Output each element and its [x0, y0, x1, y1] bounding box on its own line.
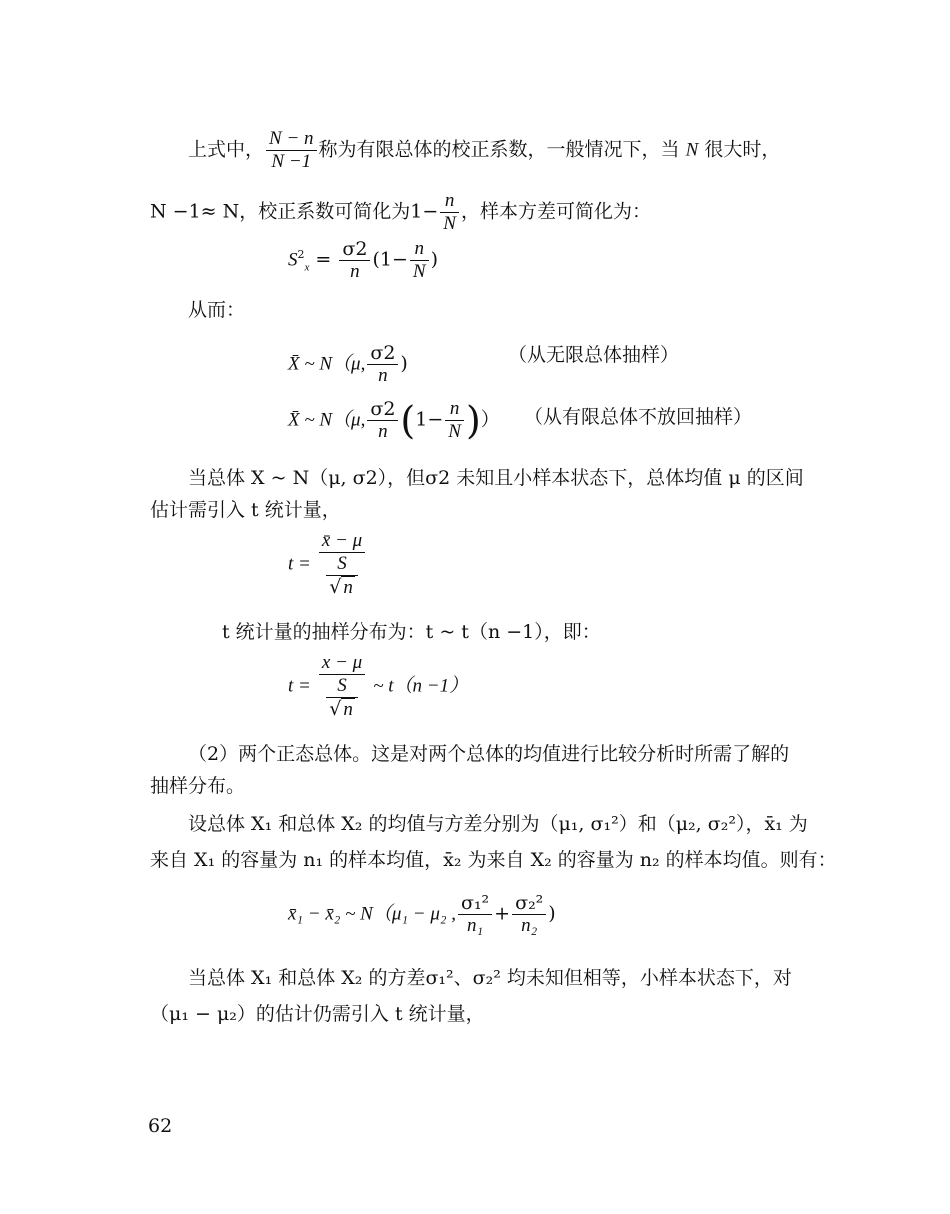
sigma-numerator: σ2 — [339, 238, 370, 261]
dist2-close: ） — [480, 408, 500, 431]
sqrt-n2: √ n — [329, 698, 353, 720]
dist1-numerator: σ2 — [367, 342, 398, 365]
s-symbol: S — [288, 249, 298, 271]
t-numerator: x̄ − μ — [319, 530, 365, 553]
para6-line1: 当总体 X₁ 和总体 X₂ 的方差σ₁²、σ₂² 均未知但相等，小样本状态下，对 — [188, 967, 792, 989]
diff-f2-num: σ₂² — [512, 892, 546, 915]
diff-f2-den: n₂ — [521, 915, 538, 936]
correction-denominator: N −1 — [271, 151, 312, 172]
t-lhs: t = — [288, 553, 311, 575]
correction-numerator: N − n — [266, 128, 317, 151]
para3-line2: 估计需引入 t 统计量， — [150, 499, 341, 521]
s-over-sqrt — [326, 553, 358, 599]
sqrt-radicand2: n — [343, 699, 353, 720]
difference-distribution — [288, 892, 556, 937]
para1-prefix: 上式中， — [188, 138, 265, 161]
diff-lhs: x̄₁ − x̄₂ ~ N（μ₁ − μ₂ , — [288, 903, 456, 925]
dist1-close: ) — [400, 352, 408, 375]
s-sub: x — [304, 261, 310, 274]
para1-tail: 很大时， — [704, 138, 781, 161]
eq-sign: = — [309, 248, 338, 271]
para3-line1: 当总体 X ~ N（μ, σ2），但σ2 未知且小样本状态下，总体均值 μ 的区间 — [188, 467, 804, 489]
dist2-numerator2: n — [445, 398, 464, 421]
para2-start: N −1≈ N，校正系数可简化为 — [150, 200, 411, 223]
dist1-lhs: X̄ ~ N（μ, — [288, 353, 366, 375]
page-number: 62 — [148, 1115, 173, 1137]
dist1-note: （从无限总体抽样） — [508, 344, 680, 366]
diff-plus: + — [494, 902, 511, 925]
dist1-denominator: n — [378, 365, 388, 386]
dist1-fraction — [367, 342, 398, 387]
t-fraction — [319, 530, 365, 599]
simplified-numerator: n — [440, 190, 459, 213]
simplified-fraction — [440, 190, 459, 235]
paren-close: ) — [430, 248, 438, 271]
para6-line2: （μ₁ − μ₂）的估计仍需引入 t 统计量， — [150, 1003, 485, 1025]
sqrt-n: √ n — [329, 576, 353, 598]
para1-suffix: 称为有限总体的校正系数，一般情况下，当 — [318, 138, 680, 161]
dist2-denominator: n — [378, 421, 388, 442]
n-numerator: n — [410, 238, 429, 261]
big-paren-open: ( — [400, 398, 416, 443]
paren-open: (1− — [372, 248, 408, 271]
t-denominator — [319, 553, 365, 599]
s-value: S — [326, 553, 358, 576]
t-dist-line: t 统计量的抽样分布为：t ~ t（n −1），即： — [222, 621, 601, 643]
dist2-fraction — [367, 398, 398, 443]
diff-close: ) — [548, 902, 556, 925]
para2-end: ，样本方差可简化为： — [460, 200, 651, 223]
variance-equation — [288, 238, 438, 283]
sigma-n-fraction — [339, 238, 370, 283]
para4-line1: （2）两个正态总体。这是对两个总体的均值进行比较分析时所需了解的 — [188, 743, 790, 765]
para5-line1: 设总体 X₁ 和总体 X₂ 的均值与方差分别为（μ₁, σ₁²）和（μ₂, σ₂²），x̄₁ 为 — [188, 813, 808, 835]
t-statistic-eq2 — [288, 652, 468, 721]
dist2-denominator2: N — [448, 421, 461, 442]
dist2-numerator: σ2 — [367, 398, 398, 421]
t-statistic-eq1 — [288, 530, 367, 599]
dist2-note: （从有限总体不放回抽样） — [524, 406, 753, 428]
t2-rhs: ~ t（n −1） — [373, 675, 469, 697]
dist2-fraction2 — [445, 398, 464, 443]
s2-value: S — [326, 675, 358, 698]
t2-lhs: t = — [288, 675, 311, 697]
diff-fraction2 — [512, 892, 546, 937]
para1-var: N — [685, 139, 699, 161]
N-denominator: N — [412, 261, 426, 282]
diff-f1-den: n₁ — [467, 915, 484, 936]
simplified-denominator: N — [443, 213, 456, 234]
n-denominator: n — [350, 261, 360, 282]
para2-one: 1− — [410, 200, 439, 223]
therefore-text: 从而： — [188, 299, 246, 321]
n-N-fraction — [410, 238, 429, 283]
para4-line2: 抽样分布。 — [150, 775, 246, 797]
big-paren-close: ) — [465, 398, 481, 443]
sqrt-radicand: n — [343, 577, 353, 598]
correction-fraction — [266, 128, 317, 173]
dist2-inner: 1− — [415, 408, 444, 431]
s2-over-sqrt — [326, 675, 358, 721]
para2-line — [150, 190, 651, 235]
t2-denominator — [319, 675, 365, 721]
distribution-infinite — [288, 342, 408, 387]
distribution-finite — [288, 398, 500, 443]
para5-line2: 来自 X₁ 的容量为 n₁ 的样本均值，x̄₂ 为来自 X₂ 的容量为 n₂ 的样本均值。则有： — [150, 849, 837, 871]
t2-numerator: x − μ — [319, 652, 365, 675]
diff-f1-num: σ₁² — [458, 892, 492, 915]
t2-fraction — [319, 652, 365, 721]
dist2-lhs: X̄ ~ N（μ, — [288, 409, 366, 431]
s-sup: 2 — [297, 248, 305, 262]
diff-fraction1 — [458, 892, 492, 937]
para1-line — [188, 128, 780, 173]
